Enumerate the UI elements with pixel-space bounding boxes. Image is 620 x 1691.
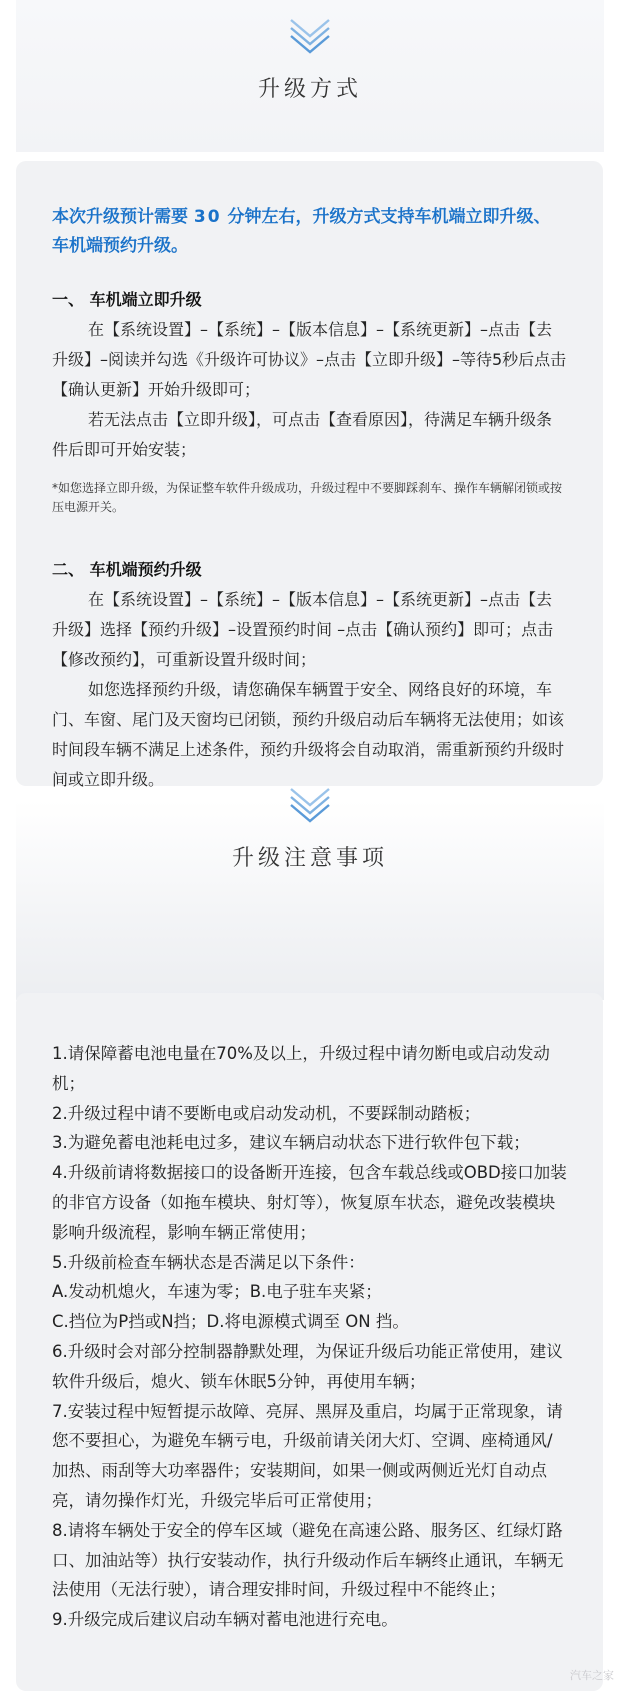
list-item: 2.升级过程中请不要断电或启动发动机，不要踩制动踏板； xyxy=(52,1103,481,1123)
list-item: C.挡位为P挡或N挡；D.将电源模式调至 ON 挡。 xyxy=(52,1312,409,1332)
immediate-upgrade-fallback: 若无法点击【立即升级】，可点击【查看原因】，待满足车辆升级条件后即可开始安装； xyxy=(52,410,553,459)
intro-text xyxy=(52,203,567,261)
immediate-upgrade-note: *如您选择立即升级，为保证整车软件升级成功，升级过程中不要脚踩刹车、操作车辆解闭锁或按压电源开关。 xyxy=(52,481,563,514)
list-item: 4.升级前请将数据接口的设备断开连接，包含车载总线或OBD接口加装的非官方设备（如拖车模块、射灯等），恢复原车状态，避免改装模块影响升级流程，影响车辆正常使用； xyxy=(52,1163,567,1242)
section-title: 升级注意事项 xyxy=(231,846,388,871)
list-item: 6.升级时会对部分控制器静默处理，为保证升级后功能正常使用，建议软件升级后，熄火、锁车休眠5分钟，再使用车辆； xyxy=(52,1341,563,1391)
double-chevron-down-icon xyxy=(288,16,332,56)
watermark: 汽车之家 xyxy=(570,1669,614,1682)
scheduled-upgrade-conditions: 如您选择预约升级，请您确保车辆置于安全、网络良好的环境，车门、车窗、尾门及天窗均已闭锁，预约升级启动后车辆将无法使用；如该时间段车辆不满足上述条件，预约升级将会自动取消，需重新预约升级时间或立即升级。 xyxy=(52,680,565,789)
list-item: 8.请将车辆处于安全的停车区域（避免在高速公路、服务区、红绿灯路口、加油站等）执行安装动作，执行升级动作后车辆终止通讯，车辆无法使用（无法行驶），请合理安排时间，升级过程中不能终止； xyxy=(52,1520,564,1600)
scheduled-upgrade-steps: 在【系统设置】–【系统】–【版本信息】–【系统更新】–点击【去升级】选择【预约升级】–设置预约时间 –点击【确认预约】即可；点击【修改预约】，可重新设置升级时间； xyxy=(52,590,554,669)
intro-duration: 30 xyxy=(193,207,222,227)
list-item: 1.请保障蓄电池电量在70%及以上，升级过程中请勿断电或启动发动机； xyxy=(52,1044,550,1093)
heading-immediate-upgrade: 一、 车机端立即升级 xyxy=(52,290,202,309)
upgrade-method-card xyxy=(16,161,603,789)
upgrade-notes-card xyxy=(16,993,603,1691)
list-item: 7.安装过程中短暂提示故障、亮屏、黑屏及重启，均属于正常现象，请您不要担心，为避免车辆亏电，升级前请关闭大灯、空调、座椅通风/加热、雨刮等大功率器件；安装期间，如果一侧或两侧近光灯自动点亮，请勿操作灯光，升级完毕后可正常使用； xyxy=(52,1401,563,1510)
section-header-upgrade-notes xyxy=(0,785,620,872)
heading-scheduled-upgrade: 二、 车机端预约升级 xyxy=(52,560,202,579)
list-item: 5.升级前检查车辆状态是否满足以下条件： xyxy=(52,1252,365,1272)
list-item: 9.升级完成后建议启动车辆对蓄电池进行充电。 xyxy=(52,1610,398,1630)
list-item: 3.为避免蓄电池耗电过多，建议车辆启动状态下进行软件包下载； xyxy=(52,1133,530,1153)
intro-text-start: 本次升级预计需要 xyxy=(52,207,194,227)
section-title: 升级方式 xyxy=(257,77,362,102)
double-chevron-down-icon xyxy=(288,785,332,825)
list-item: A.发动机熄火，车速为零；B.电子驻车夹紧； xyxy=(52,1282,382,1302)
intro-text-end: 分钟左右，升级方式支持车机端立即升级、车机端预约升级。 xyxy=(52,207,551,256)
immediate-upgrade-steps: 在【系统设置】–【系统】–【版本信息】–【系统更新】–点击【去升级】–阅读并勾选《升级许可协议》–点击【立即升级】–等待5秒后点击【确认更新】开始升级即可； xyxy=(52,320,567,399)
section-header-upgrade-method xyxy=(0,16,620,103)
